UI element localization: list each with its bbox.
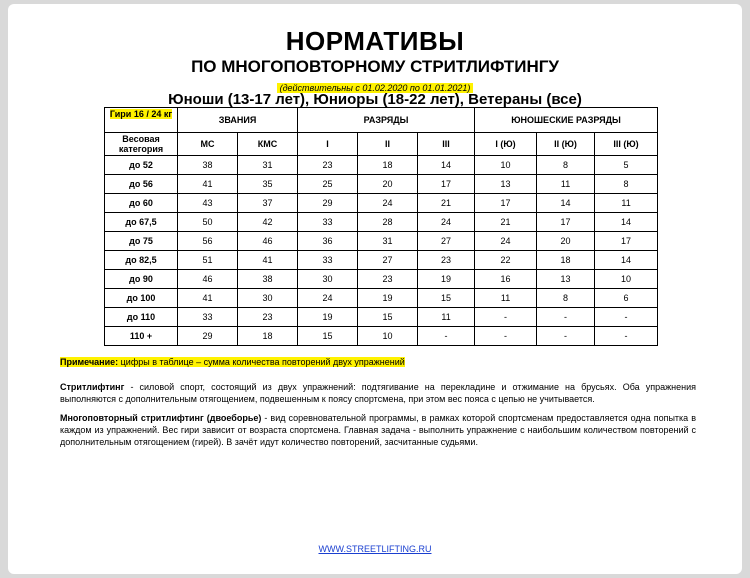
table-cell: 46: [178, 270, 238, 289]
table-cell: 24: [298, 289, 358, 308]
column-header: I: [298, 133, 358, 156]
table-cell: 33: [298, 251, 358, 270]
table-cell: 33: [298, 213, 358, 232]
table-cell: 10: [358, 327, 418, 346]
page-title: НОРМАТИВЫ: [285, 26, 465, 56]
table-cell: 10: [475, 156, 537, 175]
table-cell: 8: [537, 156, 595, 175]
definition-term: Стритлифтинг: [60, 382, 125, 392]
table-cell: 46: [238, 232, 298, 251]
table-cell: 27: [418, 232, 475, 251]
weight-category-cell: до 100: [105, 289, 178, 308]
table-cell: 17: [418, 175, 475, 194]
table-cell: 11: [537, 175, 595, 194]
table-cell: 19: [358, 289, 418, 308]
table-cell: -: [475, 327, 537, 346]
table-cell: 29: [178, 327, 238, 346]
definition-streetlifting: [60, 381, 696, 405]
table-cell: 8: [595, 175, 658, 194]
gear-weight-label: Гири 16 / 24 кг: [109, 109, 173, 119]
weight-category-cell: 110 +: [105, 327, 178, 346]
table-cell: 5: [595, 156, 658, 175]
column-header: I (Ю): [475, 133, 537, 156]
table-cell: 24: [475, 232, 537, 251]
table-row: [105, 175, 658, 194]
table-cell: 23: [418, 251, 475, 270]
table-cell: -: [537, 327, 595, 346]
table-cell: 23: [298, 156, 358, 175]
page-subtitle: ПО МНОГОПОВТОРНОМУ СТРИТЛИФТИНГУ: [191, 57, 559, 76]
note-label: Примечание:: [60, 357, 119, 367]
header-youth-ranks: ЮНОШЕСКИЕ РАЗРЯДЫ: [475, 108, 658, 133]
table-row: [105, 213, 658, 232]
header-ranks: РАЗРЯДЫ: [298, 108, 475, 133]
table-cell: 16: [475, 270, 537, 289]
table-row: [105, 327, 658, 346]
table-cell: 31: [358, 232, 418, 251]
norms-table: [104, 107, 658, 346]
definition-term: Многоповторный стритлифтинг (двоеборье): [60, 413, 262, 423]
table-cell: 38: [238, 270, 298, 289]
validity-text: (действительны с 01.02.2020 по 01.01.2021): [277, 83, 474, 93]
table-cell: 41: [178, 175, 238, 194]
table-cell: 15: [418, 289, 475, 308]
table-cell: 50: [178, 213, 238, 232]
table-cell: -: [595, 327, 658, 346]
table-cell: 36: [298, 232, 358, 251]
table-cell: 14: [537, 194, 595, 213]
age-groups: Юноши (13-17 лет), Юниоры (18-22 лет), Ветераны (все): [168, 91, 582, 108]
column-header: III (Ю): [595, 133, 658, 156]
gear-weight-cell: [105, 108, 178, 133]
table-cell: 19: [418, 270, 475, 289]
table-cell: 13: [537, 270, 595, 289]
table-cell: 20: [358, 175, 418, 194]
column-header: III: [418, 133, 475, 156]
table-cell: 23: [238, 308, 298, 327]
table-cell: 30: [238, 289, 298, 308]
weight-category-cell: до 75: [105, 232, 178, 251]
table-cell: 10: [595, 270, 658, 289]
table-cell: 17: [537, 213, 595, 232]
table-cell: 27: [358, 251, 418, 270]
table-row: [105, 156, 658, 175]
table-cell: 13: [475, 175, 537, 194]
definition-text: - силовой спорт, состоящий из двух упражнений: подтягивание на перекладине и отжимание на брусьях. Оба упражнения выполняются с дополнительным отягощением, подвешенным к поясу спортсмена, при этом вес пояса с цепью не учитывается.: [60, 382, 696, 404]
table-cell: 43: [178, 194, 238, 213]
table-cell: -: [475, 308, 537, 327]
definition-multirep: [60, 412, 696, 448]
weight-category-cell: до 67,5: [105, 213, 178, 232]
table-cell: 41: [238, 251, 298, 270]
table-cell: 18: [537, 251, 595, 270]
weight-category-cell: до 52: [105, 156, 178, 175]
table-cell: 22: [475, 251, 537, 270]
table-cell: 18: [358, 156, 418, 175]
table-cell: 23: [358, 270, 418, 289]
table-cell: 41: [178, 289, 238, 308]
column-header: II: [358, 133, 418, 156]
column-header: II (Ю): [537, 133, 595, 156]
table-cell: 51: [178, 251, 238, 270]
table-cell: 11: [418, 308, 475, 327]
weight-category-cell: до 56: [105, 175, 178, 194]
table-cell: 29: [298, 194, 358, 213]
website-link[interactable]: WWW.STREETLIFTING.RU: [318, 544, 432, 554]
table-cell: 15: [358, 308, 418, 327]
table-cell: -: [537, 308, 595, 327]
table-cell: 17: [475, 194, 537, 213]
definition-text: - вид соревновательной программы, в рамках которой спортсменам предоставляется одна попытка в каждом из упражнений. Вес гири зависит от возраста спортсмена. Главная задача - выполнить упражнение с наибольшим количеством повторений с дополнительным отягощением (гирей). В зачёт идут количество повторений, засчитанные судьями.: [60, 413, 696, 447]
table-cell: 14: [595, 251, 658, 270]
table-cell: 38: [178, 156, 238, 175]
table-row: [105, 251, 658, 270]
table-row: [105, 308, 658, 327]
table-cell: 14: [595, 213, 658, 232]
table-cell: 42: [238, 213, 298, 232]
table-row: [105, 270, 658, 289]
table-cell: 24: [358, 194, 418, 213]
weight-category-header: Весовая категория: [105, 133, 178, 156]
table-cell: 18: [238, 327, 298, 346]
table-cell: -: [418, 327, 475, 346]
table-cell: 20: [537, 232, 595, 251]
table-cell: 17: [595, 232, 658, 251]
table-cell: 30: [298, 270, 358, 289]
table-cell: 6: [595, 289, 658, 308]
note-highlight: [60, 357, 405, 367]
note-text: цифры в таблице – сумма количества повторений двух упражнений: [118, 357, 405, 367]
table-cell: 56: [178, 232, 238, 251]
table-cell: 31: [238, 156, 298, 175]
table-cell: 14: [418, 156, 475, 175]
table-cell: -: [595, 308, 658, 327]
table-cell: 37: [238, 194, 298, 213]
table-row: [105, 194, 658, 213]
table-cell: 24: [418, 213, 475, 232]
note: [60, 357, 405, 367]
weight-category-cell: до 110: [105, 308, 178, 327]
weight-category-cell: до 60: [105, 194, 178, 213]
table-cell: 8: [537, 289, 595, 308]
document-page: [8, 4, 742, 574]
table-cell: 35: [238, 175, 298, 194]
table-cell: 25: [298, 175, 358, 194]
table-row: [105, 232, 658, 251]
weight-category-cell: до 90: [105, 270, 178, 289]
weight-category-cell: до 82,5: [105, 251, 178, 270]
header-titles: ЗВАНИЯ: [178, 108, 298, 133]
table-cell: 21: [418, 194, 475, 213]
table-cell: 11: [475, 289, 537, 308]
table-cell: 21: [475, 213, 537, 232]
table-row: [105, 289, 658, 308]
table-cell: 15: [298, 327, 358, 346]
table-cell: 28: [358, 213, 418, 232]
column-header: МС: [178, 133, 238, 156]
norms-table-body: [105, 156, 658, 346]
table-cell: 33: [178, 308, 238, 327]
table-cell: 19: [298, 308, 358, 327]
table-cell: 11: [595, 194, 658, 213]
column-header: КМС: [238, 133, 298, 156]
